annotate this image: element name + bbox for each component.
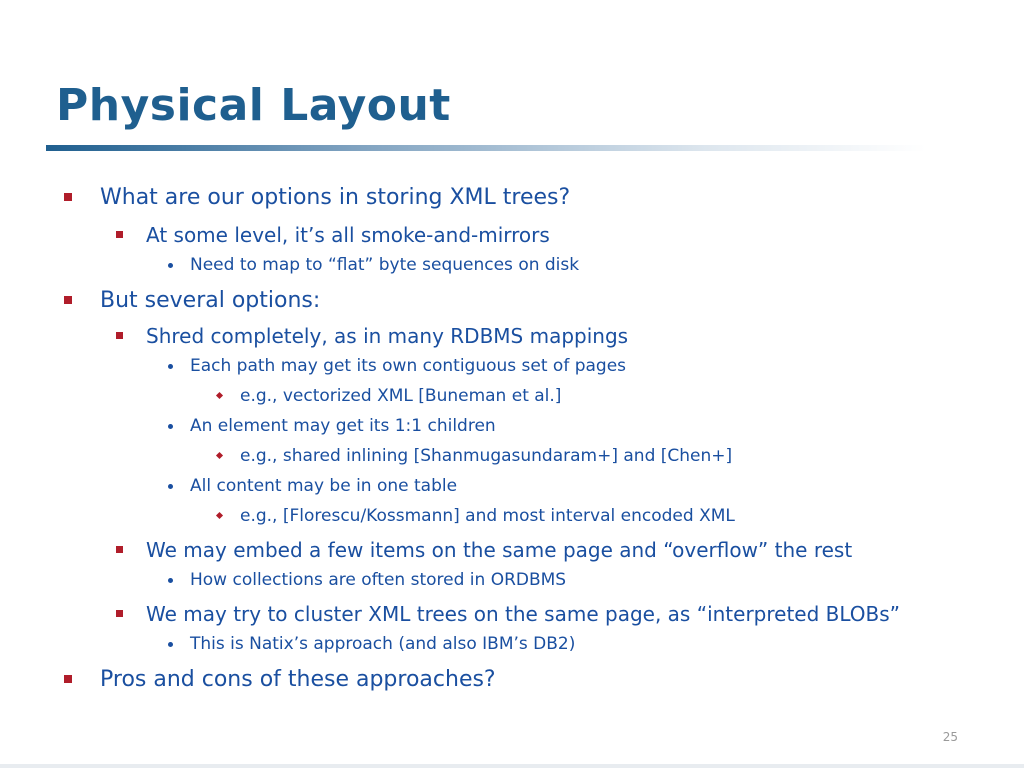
page-number: 25 bbox=[942, 730, 958, 744]
dot-bullet-icon bbox=[168, 424, 173, 429]
bullet-text: How collections are often stored in ORDBMS bbox=[190, 570, 567, 590]
bullet-item bbox=[100, 187, 570, 209]
bullet-text: Need to map to “flat” byte sequences on disk bbox=[190, 255, 580, 275]
square-bullet-icon bbox=[64, 675, 72, 683]
bullet-text: This is Natix’s approach (and also IBM’s DB2) bbox=[190, 634, 576, 654]
bullet-item bbox=[190, 418, 496, 435]
square-bullet-icon bbox=[64, 193, 72, 201]
diamond-bullet-icon bbox=[216, 512, 223, 519]
square-bullet-icon bbox=[116, 610, 123, 617]
bullet-text: e.g., vectorized XML [Buneman et al.] bbox=[240, 386, 562, 406]
dot-bullet-icon bbox=[168, 484, 173, 489]
bullet-item bbox=[190, 358, 626, 375]
dot-bullet-icon bbox=[168, 642, 173, 647]
bullet-text: e.g., [Florescu/Kossmann] and most interval encoded XML bbox=[240, 506, 735, 526]
square-bullet-icon bbox=[116, 546, 123, 553]
bullet-item bbox=[146, 604, 900, 624]
bullet-text: Pros and cons of these approaches? bbox=[100, 667, 496, 692]
bullet-item bbox=[146, 326, 628, 346]
dot-bullet-icon bbox=[168, 364, 173, 369]
bullet-text: Shred completely, as in many RDBMS mappings bbox=[146, 324, 629, 348]
bullet-text: But several options: bbox=[100, 288, 321, 313]
square-bullet-icon bbox=[64, 296, 72, 304]
bullet-item bbox=[100, 290, 320, 312]
bullet-item bbox=[100, 669, 496, 691]
bullet-text: Each path may get its own contiguous set of pages bbox=[190, 356, 627, 376]
bullet-item bbox=[146, 540, 852, 560]
bullet-item bbox=[190, 257, 579, 274]
bullet-item bbox=[190, 572, 566, 589]
dot-bullet-icon bbox=[168, 263, 173, 268]
bullet-item bbox=[190, 636, 575, 653]
bullet-item bbox=[146, 225, 550, 245]
bullet-text: An element may get its 1:1 children bbox=[190, 416, 496, 436]
bullet-text: What are our options in storing XML trees? bbox=[100, 185, 571, 210]
bullet-text: e.g., shared inlining [Shanmugasundaram+] and [Chen+] bbox=[240, 446, 733, 466]
bullet-text: At some level, it’s all smoke-and-mirrors bbox=[146, 223, 550, 247]
slide-title: Physical Layout bbox=[56, 80, 451, 131]
footer-rule bbox=[0, 764, 1024, 768]
diamond-bullet-icon bbox=[216, 392, 223, 399]
bullet-item bbox=[240, 508, 735, 525]
bullet-item bbox=[240, 388, 561, 405]
bullet-text: We may try to cluster XML trees on the same page, as “interpreted BLOBs” bbox=[146, 602, 901, 626]
bullet-item bbox=[240, 448, 732, 465]
square-bullet-icon bbox=[116, 332, 123, 339]
bullet-text: We may embed a few items on the same page and “overflow” the rest bbox=[146, 538, 853, 562]
square-bullet-icon bbox=[116, 231, 123, 238]
diamond-bullet-icon bbox=[216, 452, 223, 459]
dot-bullet-icon bbox=[168, 578, 173, 583]
bullet-item bbox=[190, 478, 457, 495]
bullet-text: All content may be in one table bbox=[190, 476, 458, 496]
